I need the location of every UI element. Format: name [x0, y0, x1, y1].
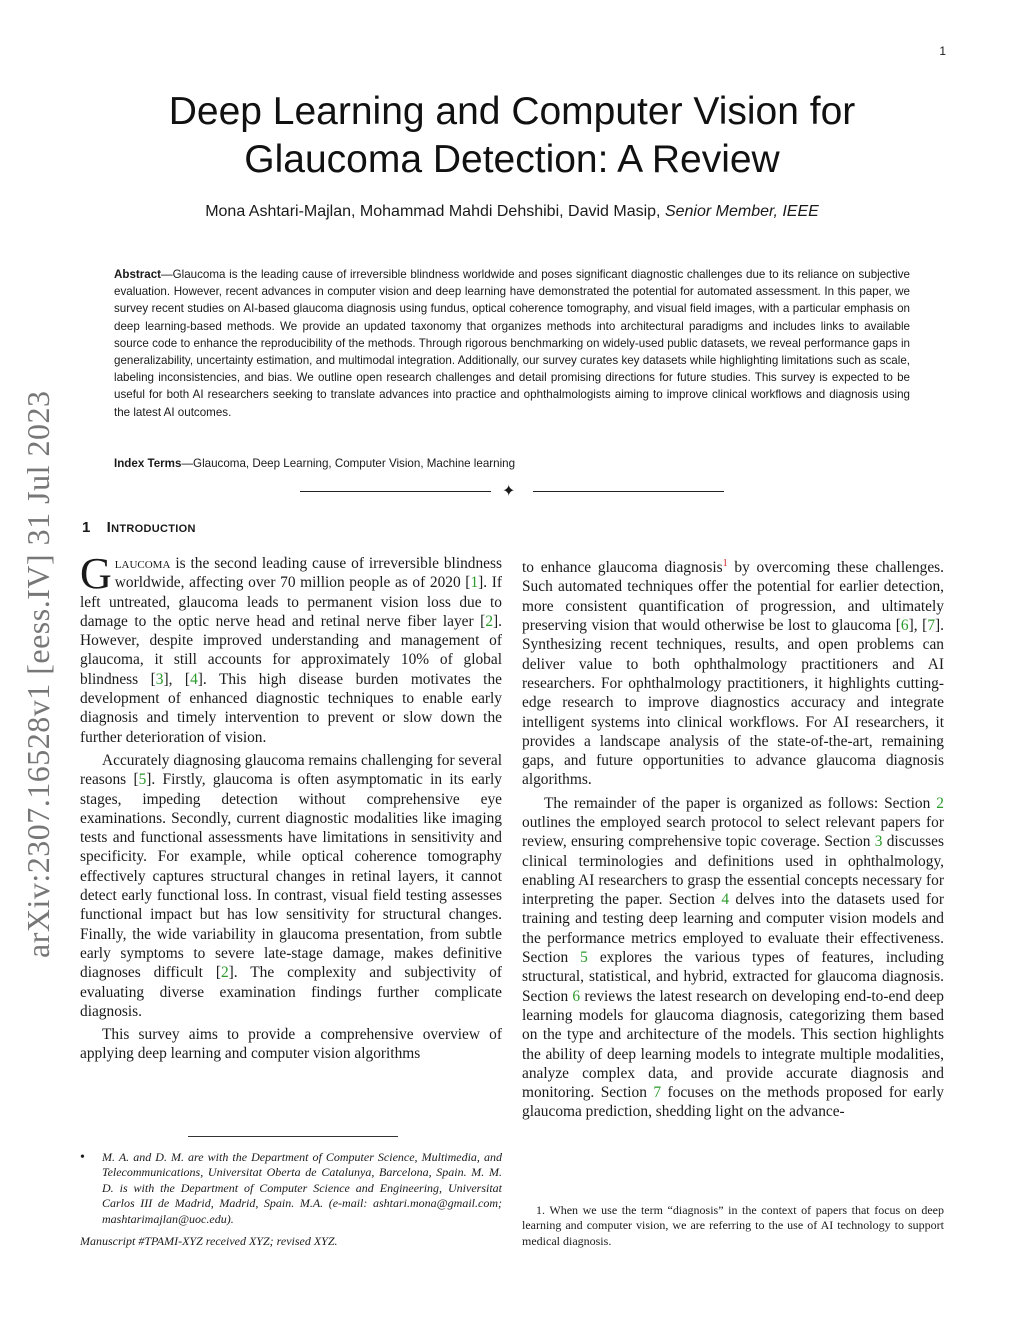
- author-membership: Senior Member, IEEE: [664, 203, 819, 220]
- section-divider: [300, 481, 724, 501]
- text-run: by overcoming these challenges. Such automated techniques offer the potential for earlier detection, more consistent quantification of progression, and ultimately preserving vision that would otherwise be lost to glaucoma [: [522, 559, 944, 635]
- citation-link[interactable]: 5: [138, 771, 147, 789]
- paper-title: [100, 88, 924, 184]
- text-run: ]. This high disease burden motivates the development of enhanced diagnostic techniques to enable early diagnosis and timely intervention to prevent or slow down the further deterioration of vision.: [80, 670, 502, 746]
- divider-line-right: [533, 491, 724, 492]
- text-run: ], [: [908, 617, 928, 635]
- citation-link[interactable]: 2: [220, 964, 229, 982]
- manuscript-note: Manuscript #TPAMI-XYZ received XYZ; revised XYZ.: [80, 1234, 338, 1248]
- divider-star-icon: ✦: [502, 481, 516, 500]
- footnote-marker-link[interactable]: 1: [722, 558, 728, 569]
- text-run: This survey aims to provide a comprehensive overview of applying deep learning and computer vision algorithms: [80, 1026, 502, 1063]
- title-line-1: Deep Learning and Computer Vision for: [168, 90, 856, 133]
- section-link[interactable]: 2: [936, 794, 944, 812]
- intro-paragraph-3-continued: [522, 554, 944, 790]
- text-run: delves into the datasets used for training and testing deep learning and computer vision models and the performance metrics employed to evaluate their effectiveness. Section: [522, 891, 944, 967]
- citation-link[interactable]: 4: [190, 670, 198, 688]
- index-terms-label: Index Terms: [114, 457, 182, 470]
- citation-link[interactable]: 6: [900, 617, 909, 635]
- affiliation-text: M. A. and D. M. are with the Department of Computer Science, Multimedia, and Telecommunications, Universitat Oberta de Catalunya, Barcelona, Spain. M. M. D. is with the Department of Computer Science and Engineering, Universitat Carlos III de Madrid, Madrid, Spain. M.A. (e-mail: ashtari.mona@gmail.com; mashtarimajlan@uoc.edu).: [102, 1150, 502, 1226]
- intro-paragraph-4: [522, 794, 944, 1122]
- text-run: is the second leading cause of irreversible blindness worldwide, affecting over 70 million people as of 2020 [: [114, 555, 502, 592]
- text-run: explores the various types of features, including structural, statistical, and hybrid, extracted for glaucoma diagnosis. Section: [522, 949, 944, 1005]
- author-names: Mona Ashtari-Majlan, Mohammad Mahdi Dehshibi, David Masip,: [205, 203, 661, 220]
- page-number: 1: [939, 44, 946, 58]
- author-list: [100, 203, 924, 221]
- text-run: reviews the latest research on developing end-to-end deep learning models for glaucoma diagnosis, categorizing them based on the type and architecture of the models. This section highlights the ability of deep learning models to integrate multiple modalities, analyze complex data, and provide accurate diagnosis and monitoring. Section: [522, 987, 944, 1102]
- section-link[interactable]: 4: [721, 891, 730, 909]
- left-column: [80, 549, 503, 1064]
- citation-link[interactable]: 7: [927, 617, 936, 635]
- section-heading: [82, 519, 196, 536]
- text-run: ]. If left untreated, glaucoma leads to permanent vision loss due to damage to the optic nerve head and retinal nerve fiber layer [: [80, 574, 503, 630]
- citation-link[interactable]: 1: [470, 574, 479, 592]
- drop-cap-smallcaps: laucoma: [114, 555, 171, 572]
- text-run: The remainder of the paper is organized as follows: Section: [544, 794, 937, 812]
- text-run: outlines the employed search protocol to select relevant papers for review, ensuring comprehensive topic coverage. Section: [522, 813, 944, 851]
- index-terms-text: —Glaucoma, Deep Learning, Computer Vision, Machine learning: [181, 457, 516, 470]
- text-run: ]. However, despite improved understanding and management of glaucoma, it still accounts for approximately 10% of global blindness [: [80, 612, 502, 688]
- section-link[interactable]: 6: [572, 987, 581, 1005]
- text-run: ]. Synthesizing recent techniques, results, and open problems can deliver value to both ophthalmology practitioners and AI researchers. For ophthalmology practitioners, it highlights cutting-edge research to improve diagnostics accuracy and integrate intelligent systems into clinical workflows. For AI researchers, it provides a landscape analysis of the state-of-the-art, remaining gaps, and future opportunities to advance glaucoma diagnosis algorithms.: [522, 617, 944, 789]
- text-run: discusses clinical terminologies and definitions used in ophthalmology, enabling AI researchers to grasp the essential concepts necessary for interpreting the paper. Section: [522, 833, 944, 909]
- text-run: focuses on the methods proposed for early glaucoma prediction, shedding light on the advance-: [522, 1084, 944, 1121]
- bullet-icon: •: [80, 1150, 85, 1165]
- intro-paragraph-3: [80, 1025, 502, 1064]
- intro-paragraph-2: [80, 751, 502, 1021]
- section-link[interactable]: 5: [580, 949, 588, 967]
- text-run: ], [: [163, 670, 191, 688]
- title-line-2: Glaucoma Detection: A Review: [244, 138, 780, 181]
- abstract: [114, 266, 910, 421]
- footnote-1: 1. When we use the term “diagnosis” in the context of papers that focus on deep learning and computer vision, we are referring to the use of AI technology to support medical diagnosis.: [522, 1203, 944, 1248]
- abstract-text: —Glaucoma is the leading cause of irreversible blindness worldwide and poses significant diagnostic challenges due to its reliance on subjective evaluation. However, recent advances in computer vision and deep learning have demonstrated the potential for automated assessment. In this paper, we survey recent studies on AI-based glaucoma diagnosis using fundus, optical coherence tomography, and visual field images, with a particular emphasis on deep learning-based methods. We provide an updated taxonomy that organizes methods into architectural paradigms and includes links to available source code to enhance the reproducibility of the methods. Through rigorous benchmarking on widely-used public datasets, we reveal performance gaps in generalizability, uncertainty estimation, and multimodal integration. Additionally, our survey curates key datasets while highlighting limitations such as scale, labeling inconsistencies, and bias. We outline open research challenges and detail promising directions for future studies. This survey is expected to be useful for both AI researchers seeking to translate advances into practice and ophthalmologists aiming to improve clinical workflows and diagnosis using the latest AI outcomes.: [114, 268, 910, 419]
- right-column: [522, 554, 944, 1122]
- text-run: to enhance glaucoma diagnosis: [522, 559, 723, 577]
- text-run: ]. Firstly, glaucoma is often asymptomatic in its early stages, impeding detection without comprehensive eye examinations. Secondly, current diagnostic modalities like imaging tests and functional assessments have limitations in sensitivity and specificity. For example, while optical coherence tomography effectively captures structural changes in retinal layers, it cannot detect early functional loss. In contrast, visual field testing assesses functional impact but has low sensitivity for structural changes. Finally, the wide variability in glaucoma presentation, from subtle early symptoms to severe late-stage damage, makes definitive diagnoses difficult [: [80, 771, 502, 982]
- section-number: 1: [82, 519, 91, 536]
- index-terms: [114, 457, 910, 470]
- divider-line-left: [300, 491, 491, 492]
- arxiv-identifier-stamp: arXiv:2307.16528v1 [eess.IV] 31 Jul 2023: [20, 390, 56, 958]
- intro-paragraph-1: [80, 549, 503, 747]
- affiliation-footnote: [80, 1150, 502, 1227]
- text-run: Accurately diagnosing glaucoma remains challenging for several reasons [: [80, 751, 503, 789]
- drop-cap: G: [80, 549, 112, 598]
- text-run: ]. The complexity and subjectivity of evaluating diverse examination findings further complicate diagnosis.: [80, 964, 502, 1020]
- citation-link[interactable]: 2: [485, 612, 494, 630]
- section-title: Introduction: [106, 519, 196, 536]
- section-link[interactable]: 3: [874, 833, 883, 851]
- citation-link[interactable]: 3: [155, 670, 164, 688]
- abstract-label: Abstract: [114, 268, 162, 281]
- section-link[interactable]: 7: [653, 1084, 662, 1102]
- footnote-separator: [188, 1136, 398, 1137]
